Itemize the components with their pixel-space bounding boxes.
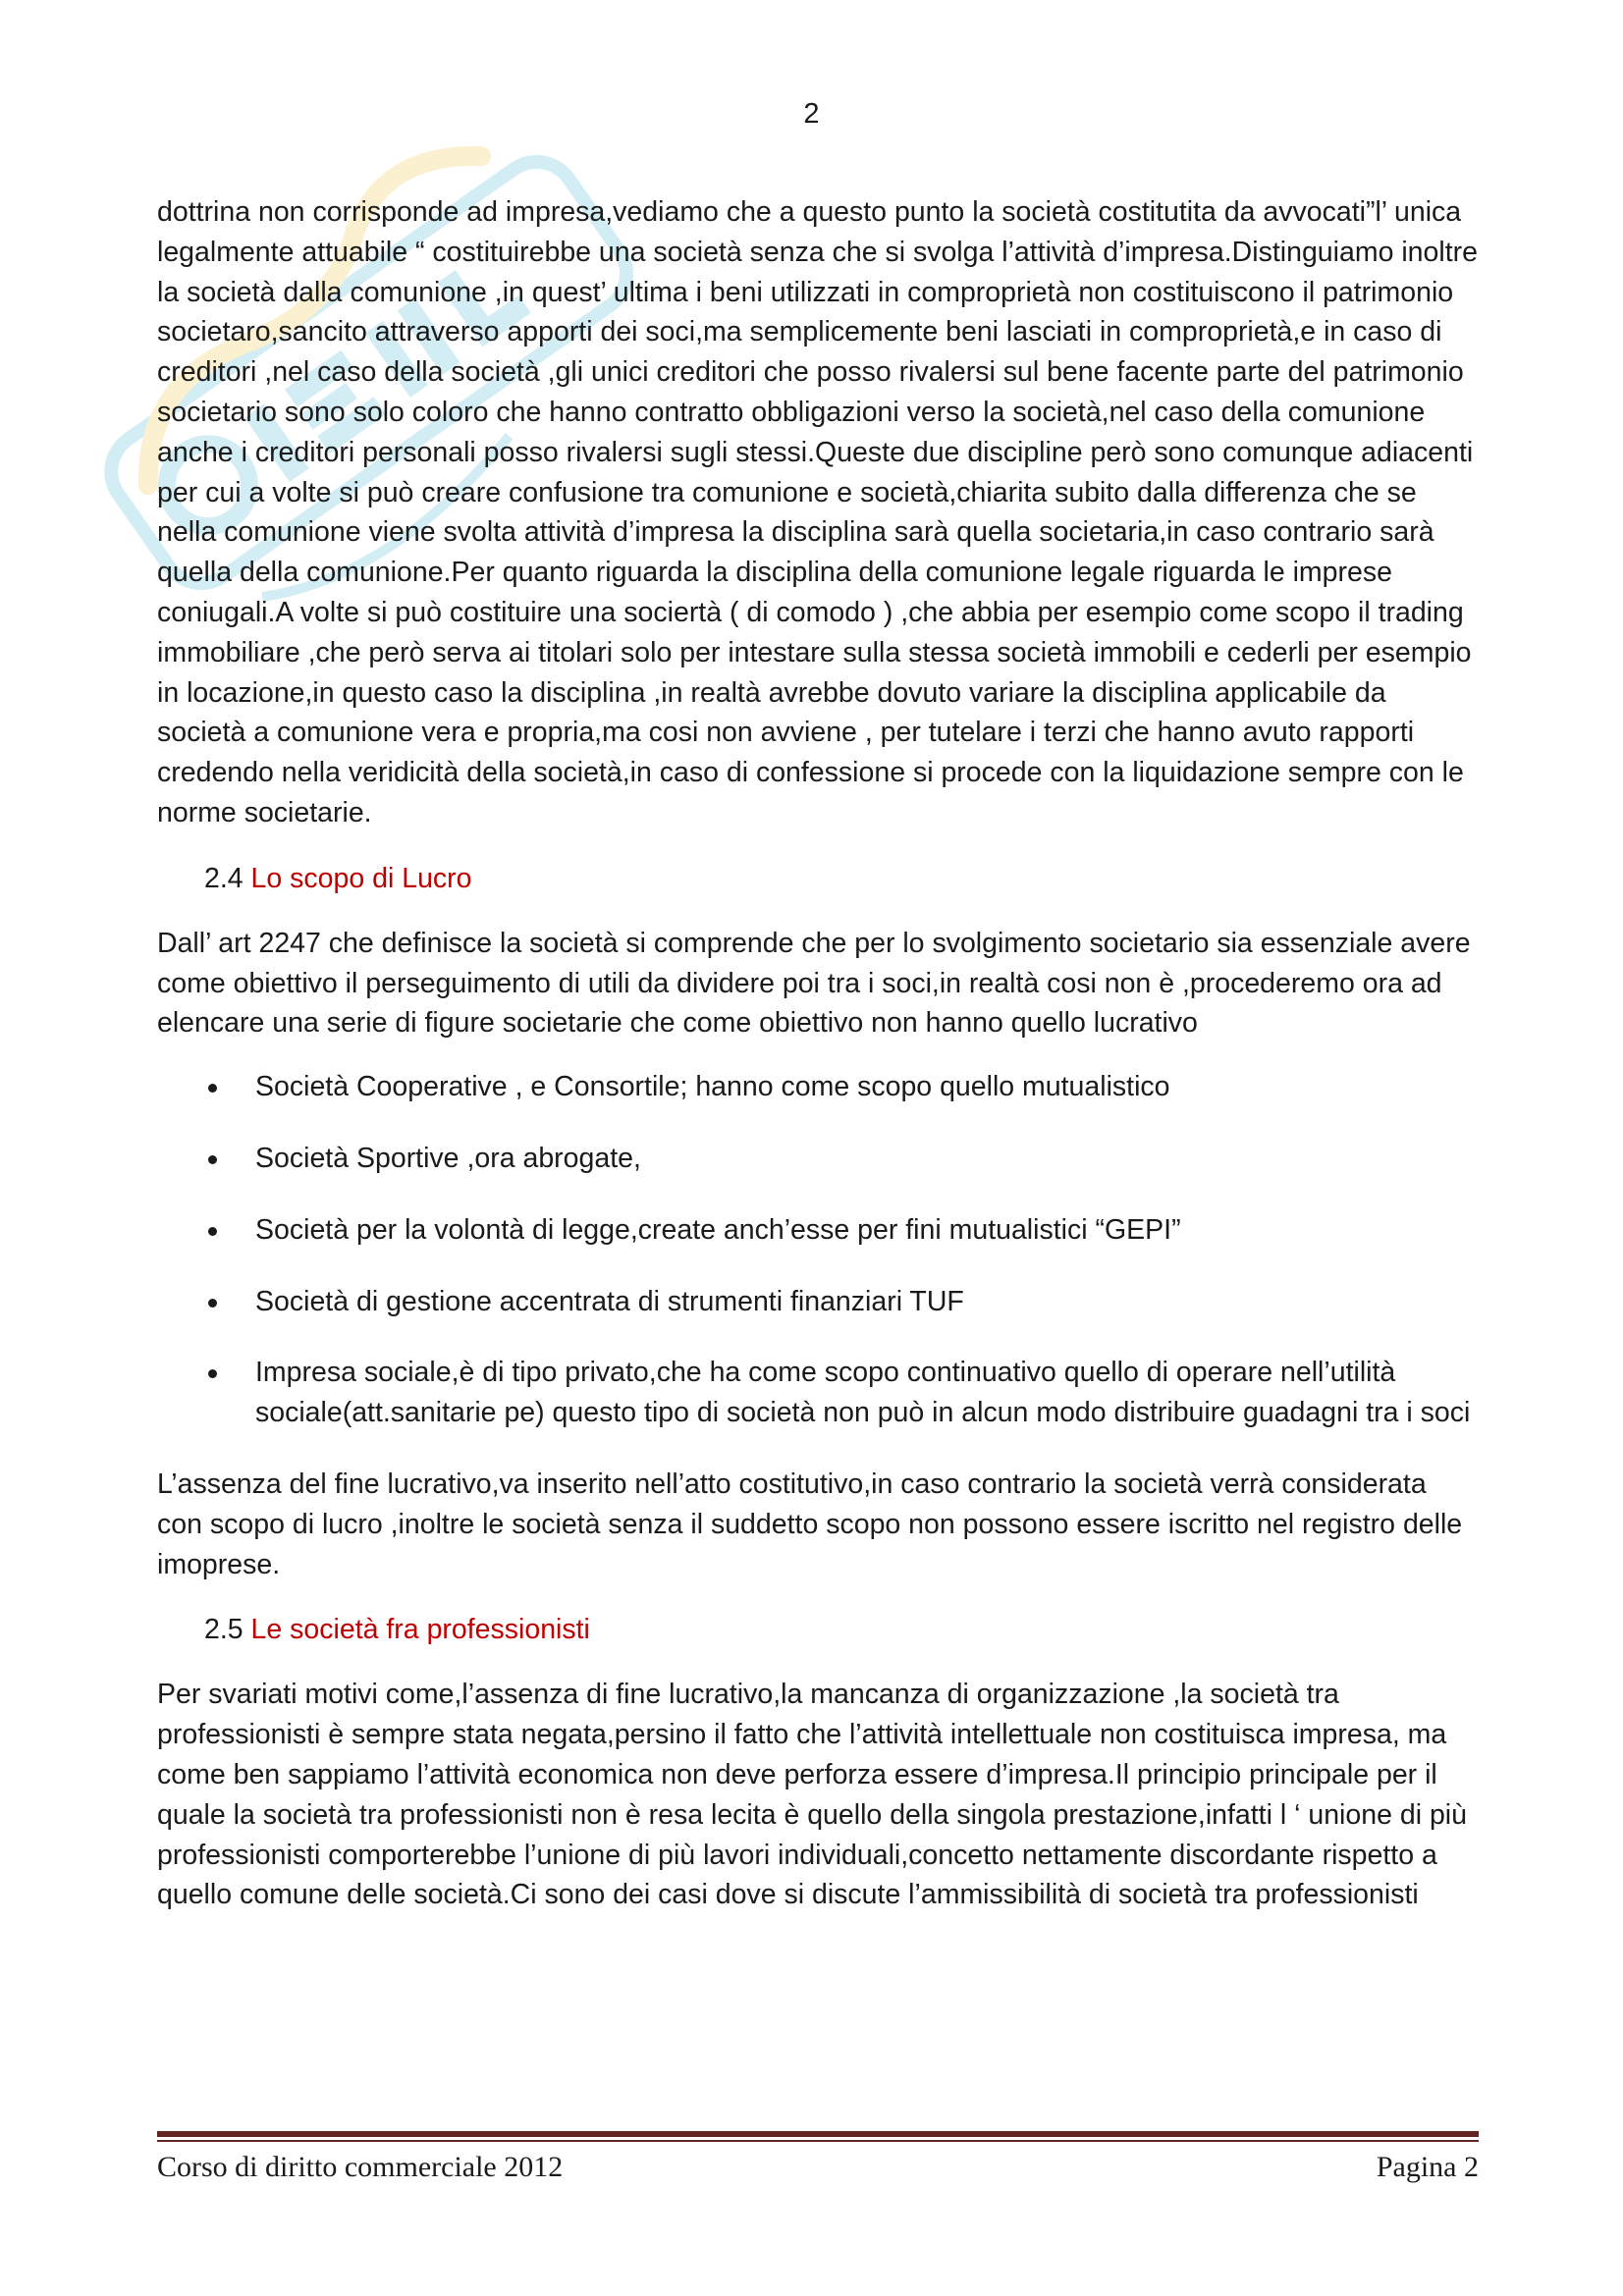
list-item-text: Società per la volontà di legge,create anch’esse per fini mutualistici “GEPI” xyxy=(255,1213,1181,1246)
section-title: Le società fra professionisti xyxy=(250,1614,590,1646)
list-item xyxy=(157,1210,1478,1251)
body-paragraph: Per svariati motivi come,l’assenza di fine lucrativo,la mancanza di organizzazione ,la società tra professionisti è sempre stata negata,persino il fatto che l’attività intellettuale non costituisca impresa, ma come ben sappiamo l’attività economica non deve perforza essere d’impresa.Il principio principale per il quale la società tra professionisti non è resa lecita è quello della singola prestazione,infatti l ‘ unione di più professionisti comporterebbe l’unione di più lavori individuali,concetto nettamente discordante rispetto a quello comune delle società.Ci sono dei casi dove si discute l’ammissibilità di società tra professionisti xyxy=(157,1679,1467,1911)
list-item xyxy=(157,1282,1478,1322)
footer-divider-thin xyxy=(157,2140,1479,2142)
body-paragraph: Dall’ art 2247 che definisce la società si comprende che per lo svolgimento societario sia essenziale avere come obiettivo il perseguimento di utili da dividere poi tra i soci,in realtà cosi non è ,procederemo ora ad elencare una serie di figure societarie che come obiettivo non hanno quello lucrativo xyxy=(157,927,1471,1040)
bullet-icon xyxy=(208,1369,217,1378)
section-heading xyxy=(204,1610,1478,1649)
section-title: Lo scopo di Lucro xyxy=(250,862,472,894)
footer-course-title: Corso di diritto commerciale 2012 xyxy=(157,2151,564,2183)
list-item-text: Società Cooperative , e Consortile; hanno come scopo quello mutualistico xyxy=(255,1071,1170,1103)
list-item-text: Impresa sociale,è di tipo privato,che ha come scopo continuativo quello di operare nell’utilità sociale(att.sanitarie pe) questo tipo di società non può in alcun modo distribuire guadagni tra i soci xyxy=(255,1357,1471,1429)
bullet-list xyxy=(157,1067,1478,1433)
section-number: 2.5 xyxy=(204,1614,243,1646)
list-item-text: Società di gestione accentrata di strumenti finanziari TUF xyxy=(255,1285,964,1317)
section-heading xyxy=(204,859,1478,898)
section-number: 2.4 xyxy=(204,862,243,894)
bullet-icon xyxy=(208,1299,217,1308)
bullet-icon xyxy=(208,1227,217,1236)
bullet-icon xyxy=(208,1084,217,1093)
list-item xyxy=(157,1139,1478,1179)
document-body xyxy=(157,192,1478,1915)
body-paragraph: L’assenza del fine lucrativo,va inserito nell’atto costitutivo,in caso contrario la società verrà considerata con scopo di lucro ,inoltre le società senza il suddetto scopo non possono essere iscritto nel registro delle imoprese. xyxy=(157,1468,1463,1580)
list-item-text: Società Sportive ,ora abrogate, xyxy=(255,1142,641,1174)
page-number: 2 xyxy=(803,98,820,130)
list-item xyxy=(157,1353,1478,1433)
footer-divider xyxy=(157,2131,1479,2137)
list-item xyxy=(157,1067,1478,1107)
bullet-icon xyxy=(208,1155,217,1164)
body-paragraph: dottrina non corrisponde ad impresa,vediamo che a questo punto la società costitutita da avvocati”l’ unica legalmente attuabile “ costituirebbe una società senza che si svolga l’attività d’impresa.Distinguiamo inoltre la società dalla comunione ,in quest’ ultima i beni utilizzati in comproprietà non costituiscono il patrimonio societaro,sancito attraverso apporti dei soci,ma semplicemente beni lasciati in comproprietà,e in caso di creditori ,nel caso della società ,gli unici creditori che posso rivalersi sul bene facente parte del patrimonio societario sono solo coloro che hanno contratto obbligazioni verso la società,nel caso della comunione anche i creditori personali posso rivalersi sugli stessi.Queste due discipline però sono comunque adiacenti per cui a volte si può creare confusione tra comunione e società,chiarita subito dalla differenza che se nella comunione viene svolta attività d’impresa la disciplina sarà quella societaria,in caso contrario sarà quella della comunione.Per quanto riguarda la disciplina della comunione legale riguarda le imprese coniugali.A volte si può costituire una sociertà ( di comodo ) ,che abbia per esempio come scopo il trading immobiliare ,che però serva ai titolari solo per intestare sulla stessa società immobili e cederli per esempio in locazione,in questo caso la disciplina ,in realtà avrebbe dovuto variare la disciplina applicabile da società a comunione vera e propria,ma cosi non avviene , per tutelare i terzi che hanno avuto rapporti credendo nella veridicità della società,in caso di confessione si procede con la liquidazione sempre con le norme societarie. xyxy=(157,196,1478,828)
footer-page-label: Pagina 2 xyxy=(1376,2151,1479,2183)
